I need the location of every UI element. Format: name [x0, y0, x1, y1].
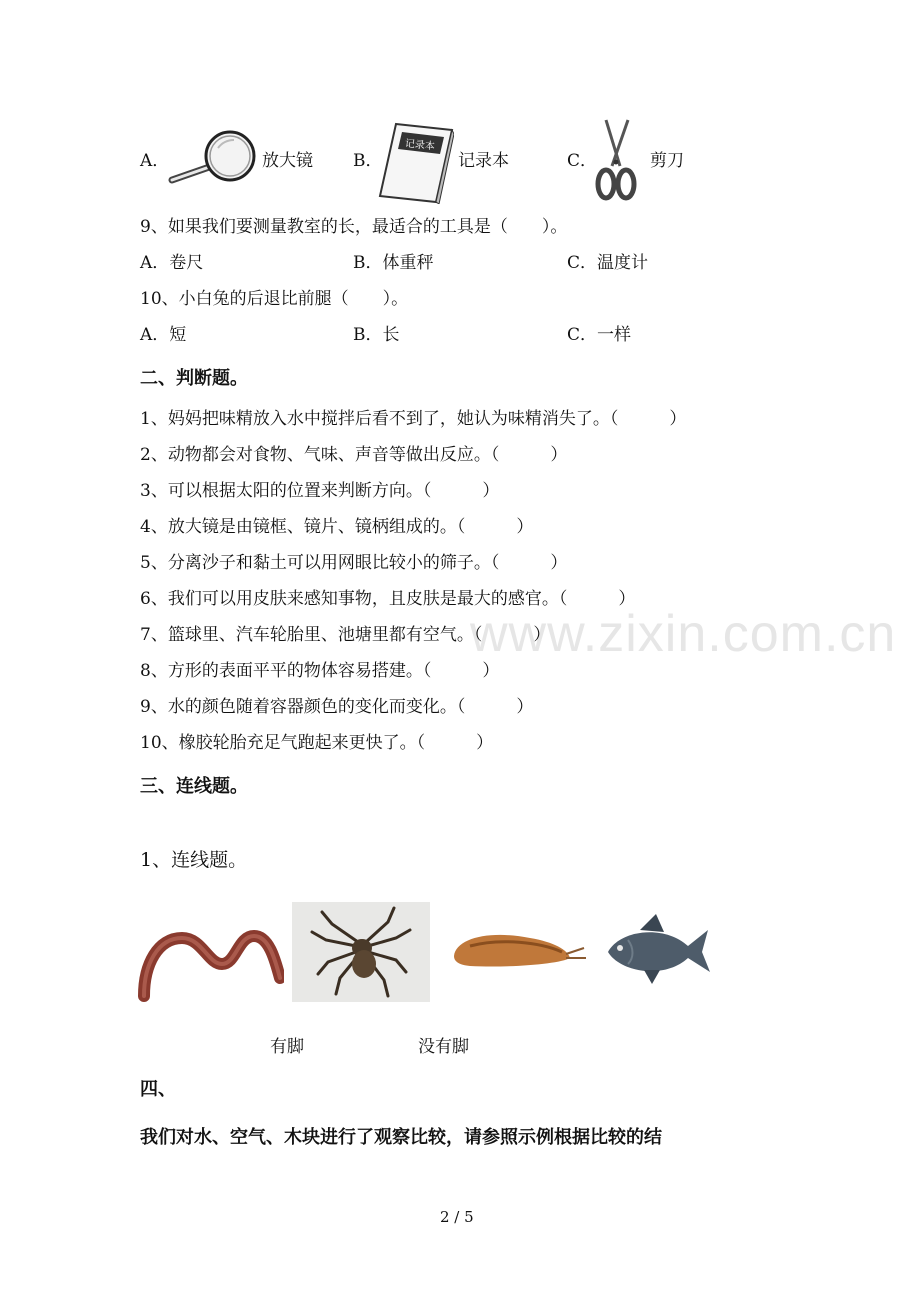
q8-option-b-letter: B．: [353, 151, 383, 171]
fish-image: [604, 910, 716, 994]
q8-option-b-label: 记录本: [458, 151, 509, 171]
judge-item-9: 9、水的颜色随着容器颜色的变化而变化。（ ）: [140, 697, 534, 717]
q8-option-c-letter: C．: [567, 151, 598, 171]
notebook-icon: [378, 120, 454, 208]
section2-title: 二、判断题。: [140, 368, 248, 389]
label-no-legs: 没有脚: [418, 1037, 469, 1057]
judge-item-7: 7、篮球里、汽车轮胎里、池塘里都有空气。（ ）: [140, 625, 551, 645]
section3-sub: 1、连线题。: [140, 849, 248, 871]
spider-image: [292, 902, 430, 1002]
judge-item-4: 4、放大镜是由镜框、镜片、镜柄组成的。（ ）: [140, 517, 534, 537]
q8-option-c-label: 剪刀: [650, 151, 684, 171]
judge-item-8: 8、方形的表面平平的物体容易搭建。（ ）: [140, 661, 500, 681]
q9-option-a: A．卷尺: [140, 253, 204, 273]
q9-option-c: C．温度计: [567, 253, 649, 273]
page-number: 2 / 5: [440, 1208, 474, 1226]
q9-question: 9、如果我们要测量教室的长，最适合的工具是（ ）。: [140, 217, 568, 237]
judge-item-10: 10、橡胶轮胎充足气跑起来更快了。（ ）: [140, 733, 494, 753]
q8-option-a-label: 放大镜: [262, 151, 313, 171]
earthworm-image: [138, 924, 284, 1008]
judge-item-3: 3、可以根据太阳的位置来判断方向。（ ）: [140, 481, 500, 501]
notebook-cover-text: 记录本: [404, 138, 436, 153]
judge-item-6: 6、我们可以用皮肤来感知事物，且皮肤是最大的感官。（ ）: [140, 589, 636, 609]
q10-option-b: B．长: [353, 325, 400, 345]
section4-title: 四、: [140, 1079, 176, 1100]
judge-item-2: 2、动物都会对食物、气味、声音等做出反应。（ ）: [140, 445, 568, 465]
label-has-legs: 有脚: [270, 1037, 304, 1057]
slug-image: [450, 920, 590, 984]
scissors-icon: [594, 116, 638, 208]
judge-item-5: 5、分离沙子和黏土可以用网眼比较小的筛子。（ ）: [140, 553, 568, 573]
q10-question: 10、小白兔的后退比前腿（ ）。: [140, 289, 409, 309]
q8-option-a-letter: A．: [140, 151, 170, 171]
watermark: www.zixin.com.cn: [470, 605, 897, 663]
judge-item-1: 1、妈妈把味精放入水中搅拌后看不到了，她认为味精消失了。（ ）: [140, 409, 687, 429]
section3-title: 三、连线题。: [140, 776, 248, 797]
q10-option-a: A．短: [140, 325, 187, 345]
q10-option-c: C．一样: [567, 325, 632, 345]
q9-option-b: B．体重秤: [353, 253, 434, 273]
section4-text: 我们对水、空气、木块进行了观察比较，请参照示例根据比较的结: [140, 1127, 662, 1148]
magnifier-icon: [166, 128, 258, 192]
